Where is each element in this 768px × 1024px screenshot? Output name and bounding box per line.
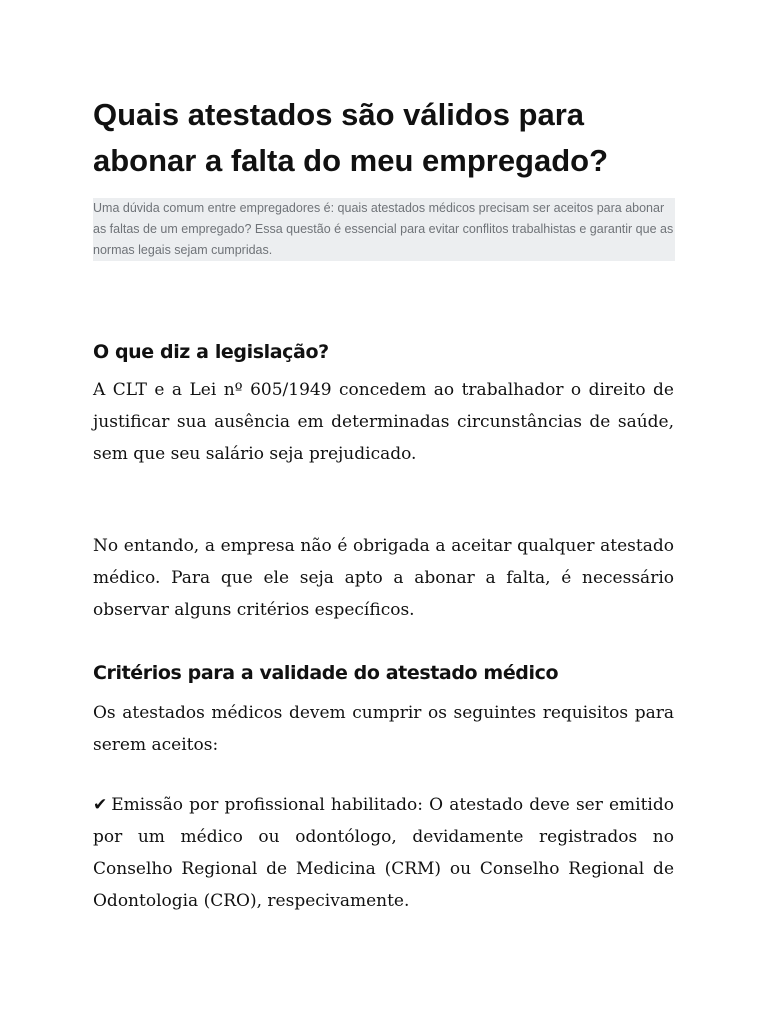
section-heading-legislacao: O que diz a legislação?	[93, 341, 329, 363]
paragraph-legislacao-2: No entando, a empresa não é obrigada a aceitar qualquer atestado médico. Para que ele seja apto a abonar a falta, é necessário observar alguns critérios específicos.	[93, 536, 674, 620]
checkmark-icon: ✔	[93, 795, 108, 815]
article-title: Quais atestados são válidos para abonar a falta do meu empregado?	[93, 97, 609, 178]
paragraph-legislacao-1: A CLT e a Lei nº 605/1949 concedem ao trabalhador o direito de justificar sua ausência em determinadas circunstâncias de saúde, sem que seu salário seja prejudicado.	[93, 380, 674, 464]
list-item-text: Emissão por profissional habilitado: O atestado deve ser emitido por um médico ou odontólogo, devidamente registrados no Conselho Regional de Medicina (CRM) ou Conselho Regional de Odontologia (CRO), respecivamente.	[93, 795, 674, 911]
section-heading-criterios: Critérios para a validade do atestado médico	[93, 662, 559, 684]
list-item-criterio	[93, 789, 674, 917]
article-lead: Uma dúvida comum entre empregadores é: quais atestados médicos precisam ser aceitos para abonar as faltas de um empregado? Essa questão é essencial para evitar conflitos trabalhistas e garantir que as normas legais sejam cumpridas.	[93, 198, 675, 261]
paragraph-criterios-intro: Os atestados médicos devem cumprir os seguintes requisitos para serem aceitos:	[93, 703, 674, 755]
